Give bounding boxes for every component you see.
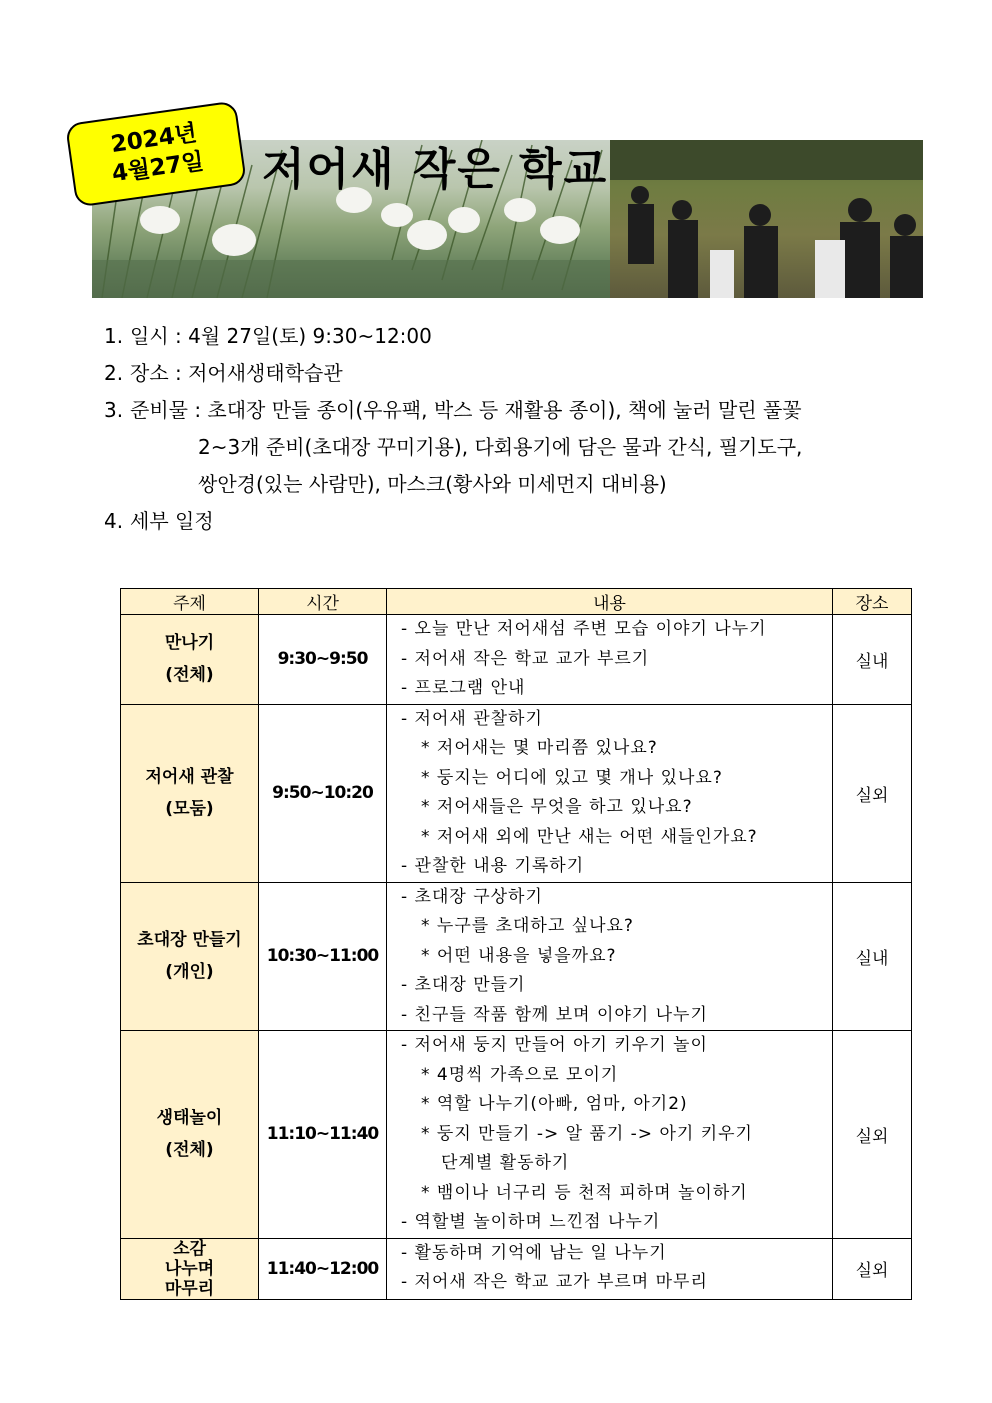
content-line: * 저어새는 몇 마리쯤 있나요? [421,738,658,758]
header-time: 시간 [259,589,387,615]
table-row [121,704,912,882]
content-line: - 저어새 둥지 만들어 아기 키우기 놀이 [401,1035,708,1055]
topic-line: 저어새 관찰 [145,767,234,787]
row-topic [121,882,259,1031]
row-place: 실외 [833,1031,912,1239]
content-line: - 활동하며 기억에 남는 일 나누기 [401,1242,667,1263]
info-text: 일시 : 4월 27일(토) 9:30~12:00 [130,324,432,348]
content-line: * 뱀이나 너구리 등 천적 피하며 놀이하기 [421,1182,748,1203]
row-topic [121,704,259,882]
topic-line: 나누며 [164,1258,215,1279]
students-photo-art [610,140,923,298]
info-item-schedule [104,509,214,533]
content-line: - 오늘 만난 저어새섬 주변 모습 이야기 나누기 [401,619,767,639]
content-line: * 누구를 초대하고 싶나요? [421,916,634,936]
date-year: 2024년 [109,120,199,159]
content-line: * 둥지는 어디에 있고 몇 개나 있나요? [421,767,723,788]
schedule-table [120,588,912,1300]
page-title: 저어새 작은 학교 [262,144,609,195]
row-place: 실내 [833,882,912,1031]
table-row [121,1238,912,1299]
header-content: 내용 [387,589,833,615]
date-day: 4월27일 [110,148,206,188]
topic-line: (전체) [165,665,214,686]
row-topic [121,1031,259,1239]
topic-line: 초대장 만들기 [137,930,242,951]
content-line: * 둥지 만들기 -> 알 품기 -> 아기 키우기 [421,1123,753,1144]
topic-line: (개인) [165,962,214,983]
info-text: 세부 일정 [130,509,214,533]
row-place: 실외 [833,1238,912,1299]
row-topic [121,615,259,705]
content-line: - 저어새 작은 학교 교가 부르며 마무리 [401,1272,708,1292]
topic-line: (모둠) [165,799,214,819]
info-item-date [104,324,432,348]
topic-line: 만나기 [164,633,215,654]
row-place: 실내 [833,615,912,705]
info-num: 4. [104,509,124,533]
header-place: 장소 [833,589,912,615]
content-line: 단계별 활동하기 [441,1153,570,1173]
row-time: 11:40~12:00 [259,1238,387,1299]
info-supplies-cont: 쌍안경(있는 사람만), 마스크(황사와 미세먼지 대비용) [198,472,667,496]
students-photo [610,140,923,298]
info-num: 3. [104,398,124,422]
table-row [121,1031,912,1239]
content-line: - 프로그램 안내 [401,678,526,698]
row-time: 9:30~9:50 [259,615,387,705]
content-line: * 4명씩 가족으로 모이기 [421,1064,619,1085]
row-topic [121,1238,259,1299]
content-line: - 역할별 놀이하며 느낀점 나누기 [401,1212,661,1232]
info-item-supplies [104,398,802,422]
row-content [387,615,833,705]
content-line: - 친구들 작품 함께 보며 이야기 나누기 [401,1004,708,1025]
header-topic: 주제 [121,589,259,615]
content-line: - 초대장 구상하기 [401,886,543,907]
info-text: 준비물 : 초대장 만들 종이(우유팩, 박스 등 재활용 종이), 책에 눌러 말린 풀꽃 [130,398,802,422]
content-line: - 저어새 관찰하기 [401,708,543,729]
row-time: 10:30~11:00 [259,882,387,1031]
content-line: - 저어새 작은 학교 교가 부르기 [401,648,650,669]
row-content [387,1031,833,1239]
topic-line: 마무리 [164,1278,215,1299]
table-body [121,615,912,1300]
info-num: 2. [104,361,124,385]
info-supplies-cont: 2~3개 준비(초대장 꾸미기용), 다회용기에 담은 물과 간식, 필기도구, [198,435,803,459]
row-content [387,704,833,882]
row-content [387,882,833,1031]
topic-line: 생태놀이 [156,1108,223,1129]
row-place: 실외 [833,704,912,882]
table-row [121,615,912,705]
content-line: * 저어새들은 무엇을 하고 있나요? [421,797,693,817]
row-time: 9:50~10:20 [259,704,387,882]
table-header-row [121,589,912,615]
content-line: - 초대장 만들기 [401,975,526,995]
content-line: * 역할 나누기(아빠, 엄마, 아기2) [421,1094,688,1114]
content-line: - 관찰한 내용 기록하기 [401,856,585,876]
row-content [387,1238,833,1299]
content-line: * 저어새 외에 만난 새는 어떤 새들인가요? [421,826,758,847]
info-num: 1. [104,324,124,348]
content-line: * 어떤 내용을 넣을까요? [421,945,617,966]
topic-line: 소감 [173,1238,206,1259]
topic-line: (전체) [165,1140,214,1161]
info-item-place [104,361,343,385]
table-row [121,882,912,1031]
info-text: 장소 : 저어새생태학습관 [130,361,343,385]
row-time: 11:10~11:40 [259,1031,387,1239]
